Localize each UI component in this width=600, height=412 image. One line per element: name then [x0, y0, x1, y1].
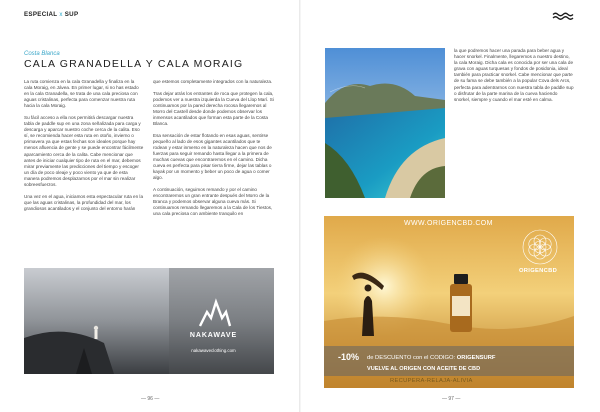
origencbd-brand: ORIGENCBD: [519, 268, 558, 274]
article-column-2: [153, 79, 275, 223]
paragraph: La ruta comienza en la cala Granadella y finaliza en la cala Moraig, en Jávea. En primer lugar, si no has estado en la cala Granadella, se trata de una cala preciosa con aguas cristalinas, perfecta para comenzar nuestra ruta hacia la cala Moraig.: [24, 79, 139, 109]
paragraph: la que podremos hacer una parada para beber agua y hacer snorkel. Finalmente, llegaremos a nuestro destino, la cala Moraig. Dicha cala es conocida por ser una cala de grava con aguas turquesas y fondos de posidonia, ideal también para practicar snorkel. Cabe mencionar que parte de su fama se debe también a la popular Cova dels Arcs, perfecta para adentrarnos con nuestra tabla de paddle sup o disfrutar de la parte marina de la cueva haciendo snorkel, siempre y cuando el mar esté en calma.: [454, 48, 574, 102]
paragraph: Tras dejar atrás los entrantes de roca que protegen la cala, podemos ver a nuestra izquierda la Cueva del Llop Marí. Si continuamos por la pared derecha rocosa llegaremos al Morro del Castell desde donde podemos observar los inmensos acantilados que forman esta parte de la Costa Blanca.: [153, 90, 274, 127]
article-kicker: Costa Blanca: [24, 51, 60, 57]
discount-text: [367, 355, 495, 361]
paragraph: Esa sensación de estar flotando en esas aguas, sentirse pequeño al lado de esos gigantes acantilados que te rodean y estar inmerso en la naturaleza hacen que nos de fuerzas para seguir remando hasta llegar a la primera de muchas cuevas que encontraremos en el camino. Dicha cueva es perfecta para pisar tierra firme, dejar las tablas o kayak por un momento y beber un poco de agua o comer algo.: [153, 132, 272, 181]
discount-percent: -10%: [338, 352, 360, 362]
paragraph: Su fácil acceso a ella nos permitirá descargar nuestra tabla de paddle sup en una zona señalizada para carga y descarga y aparcar nuestro coche cerca de la calita. Eso sí, se recomienda hacer esta ruta en otoño, invierno o primavera ya que estas fechas son ideales porque hay menos afluencia de gente y se puede encontrar fácilmente aparcamiento cerca de la calita. Cabe mencionar que antes de iniciar cualquier tipo de ruta en el mar, debemos mirar previamente las predicciones del tiempo y escoger un día de poco oleaje y poco viento ya que de esta manera podremos desplazarnos por el mar sin realizar sobreesfuerzos.: [24, 114, 144, 187]
origencbd-slogan: VUELVE AL ORIGEN CON ACEITE DE CBD: [367, 366, 481, 372]
page-number-left: — 96 —: [141, 396, 160, 402]
page-fold: [299, 0, 301, 412]
nakawave-ad: [24, 268, 274, 374]
page-number-right: — 97 —: [442, 396, 461, 402]
paragraph: Una vez en el agua, iniciamos esta espectacular ruta en la que las aguas cristalinas, la profundidad del mar, los grandiosos acantilados y el conjunto del entorno harán: [24, 193, 143, 211]
origencbd-tagline: RECUPERA-RELAJA-ALIVIA: [390, 378, 473, 384]
flower-of-life-logo: [521, 228, 559, 266]
paragraph: A continuación, seguimos remando y por el camino encontraremos un gran entrante después del Morro de la Branca y podemos observar alguna cueva más. Si continuamos remando llegaremos a la Cala de los Tiestos, una cala preciosa con ambiente tranquilo en: [153, 186, 273, 217]
nakawave-link[interactable]: nakawaveclothing.com: [191, 348, 236, 353]
section-topic: SUP: [64, 11, 79, 18]
article-column-3: [454, 48, 574, 108]
section-header: [24, 11, 78, 18]
origencbd-url[interactable]: WWW.ORIGENCBD.COM: [404, 220, 493, 227]
naka-mountain-logo: [198, 296, 232, 328]
article-column-1: [24, 79, 144, 217]
section-name: ESPECIAL: [24, 11, 58, 18]
section-separator: x: [59, 11, 63, 18]
coast-photo: [325, 48, 445, 198]
discount-prefix: de DESCUENTO con el CODIGO:: [367, 355, 456, 361]
discount-code: ORIGENSURF: [456, 355, 496, 361]
paragraph: que estemos completamente integrados con la naturaleza.: [153, 79, 273, 84]
nakawave-brand: NAKAWAVE: [189, 332, 238, 339]
article-title: CALA GRANADELLA Y CALA MORAIG: [24, 58, 244, 70]
wave-icon: [552, 12, 574, 20]
